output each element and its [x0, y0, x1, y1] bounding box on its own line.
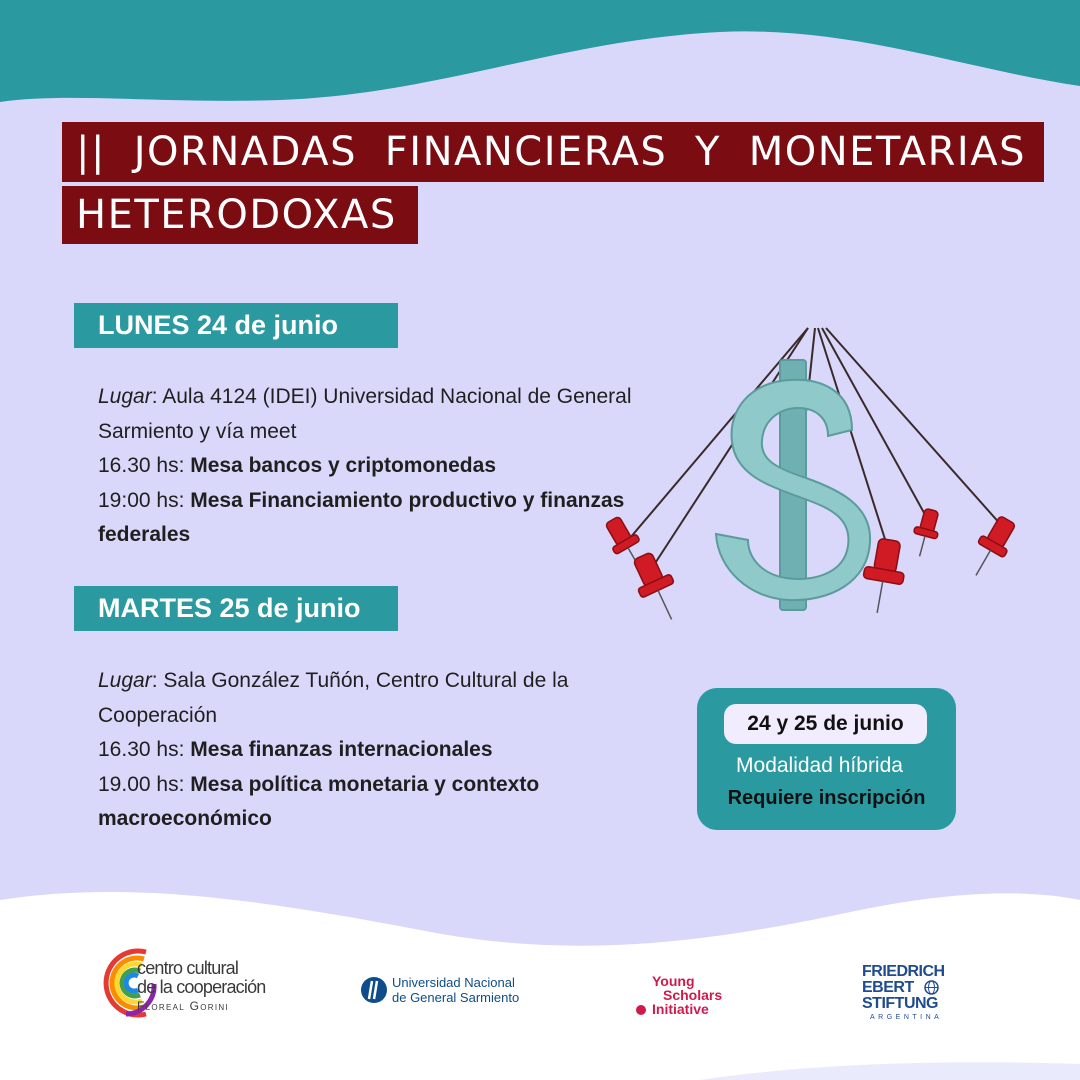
event-title-line-1 — [62, 122, 1044, 182]
day-2-session-1 — [98, 733, 658, 768]
day-2-details — [98, 664, 658, 837]
day-2-session-2 — [98, 768, 658, 837]
fes-logo-line-4: ARGENTINA — [870, 1014, 943, 1021]
globe-icon — [924, 980, 939, 995]
event-dates: 24 y 25 de junio — [724, 704, 927, 744]
place-label: Lugar — [98, 669, 152, 692]
session-time: 19.00 hs: — [98, 772, 191, 796]
ungs-mark-icon — [360, 976, 388, 1004]
ccc-logo-line-1: centro cultural — [137, 958, 239, 978]
ysi-logo-line-2: Scholars — [663, 987, 723, 1003]
title-word: JORNADAS — [133, 129, 357, 175]
day-1-header: LUNES 24 de junio — [74, 303, 398, 348]
ccc-logo-line-2: de la cooperación — [137, 977, 266, 997]
ysi-dot-icon — [636, 1005, 646, 1015]
ungs-logo — [360, 974, 540, 1008]
centro-cultural-cooperacion-logo — [96, 944, 266, 1022]
session-time: 19:00 hs: — [98, 488, 191, 512]
session-time: 16.30 hs: — [98, 454, 191, 477]
day-2-header: MARTES 25 de junio — [74, 586, 398, 631]
event-title-line-2: HETERODOXAS — [62, 186, 418, 244]
day-1-session-2 — [98, 484, 638, 553]
ungs-logo-line-1: Universidad Nacional — [392, 975, 515, 990]
ungs-logo-line-2: de General Sarmiento — [392, 990, 520, 1005]
session-title: Mesa Financiamiento productivo y finanzas federales — [98, 488, 625, 546]
day-1-place — [98, 380, 638, 449]
fes-logo-line-1: FRIEDRICH — [862, 963, 945, 980]
registration-required: Requiere inscripción — [727, 787, 926, 809]
place-text: : Sala González Tuñón, Centro Cultural de la Cooperación — [98, 669, 569, 727]
place-label: Lugar — [98, 385, 152, 408]
friedrich-ebert-stiftung-logo — [862, 962, 962, 1026]
session-title: Mesa política monetaria y contexto macroeconómico — [98, 772, 540, 830]
event-mode: Modalidad híbrida — [736, 754, 903, 777]
event-info-box — [697, 688, 956, 830]
place-text: : Aula 4124 (IDEI) Universidad Nacional de General Sarmiento y vía meet — [98, 385, 632, 443]
day-2-place — [98, 664, 658, 733]
day-1-details — [98, 380, 638, 553]
title-word: Y — [695, 129, 721, 175]
day-1-session-1 — [98, 449, 638, 484]
young-scholars-initiative-logo — [630, 972, 740, 1018]
title-word: FINANCIERAS — [384, 129, 668, 175]
dollar-sign-pinned-icon — [590, 320, 1040, 620]
title-word: || — [76, 129, 106, 175]
ysi-logo-line-3: Initiative — [652, 1001, 709, 1017]
ysi-logo-line-1: Young — [652, 973, 695, 989]
title-word: MONETARIAS — [748, 129, 1026, 175]
session-title: Mesa finanzas internacionales — [190, 738, 493, 761]
session-time: 16.30 hs: — [98, 738, 191, 761]
fes-logo-line-2: EBERT — [862, 979, 914, 996]
session-title: Mesa bancos y criptomonedas — [190, 454, 496, 477]
fes-logo-line-3: STIFTUNG — [862, 995, 938, 1012]
ccc-logo-line-3: Floreal Gorini — [137, 999, 229, 1013]
